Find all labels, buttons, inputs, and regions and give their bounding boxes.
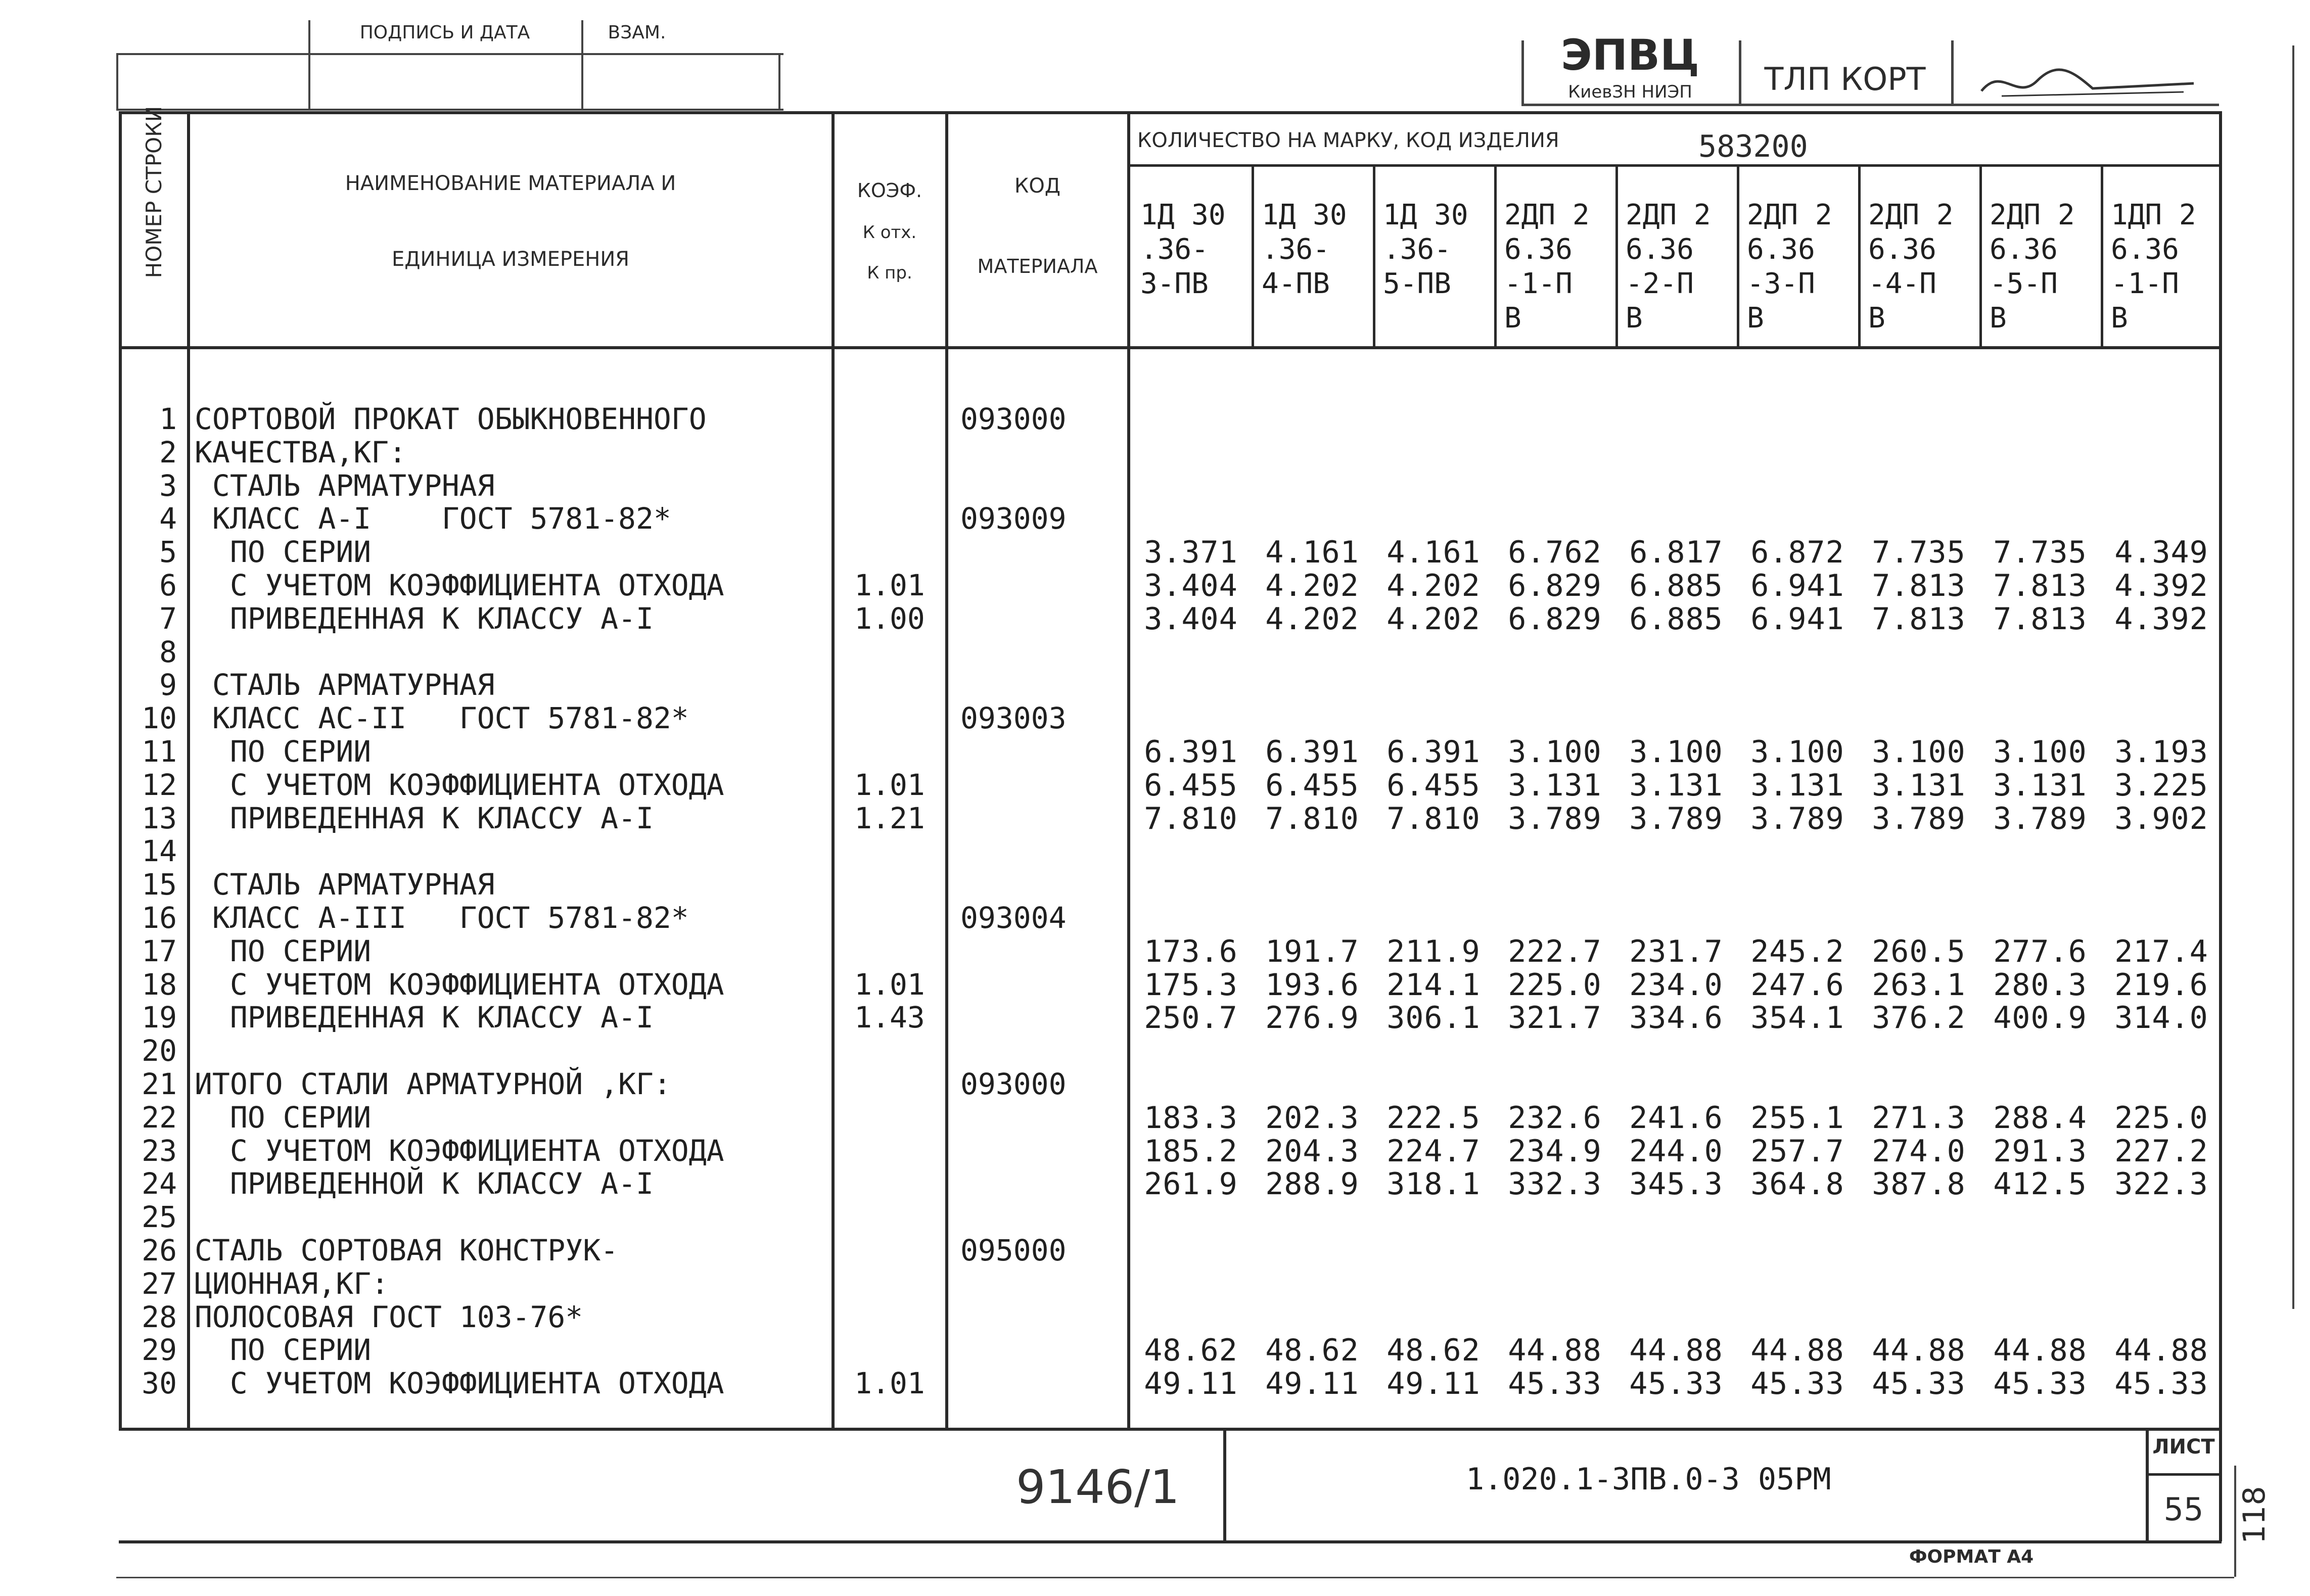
quantity-value: 6.885 [1629,601,1723,637]
row-number: 5 [159,535,177,570]
quantity-value: 261.9 [1144,1166,1238,1202]
row-number: 24 [142,1166,177,1201]
quantity-value: 6.391 [1387,734,1481,770]
stamp-divider-1 [308,20,310,109]
org-stamp-div-2 [1951,40,1954,106]
material-name: ИТОГО СТАЛИ АРМАТУРНОЙ ,КГ: [195,1067,671,1101]
quantity-value: 3.100 [1629,734,1723,770]
material-code: 093004 [960,901,1067,935]
quantity-value: 7.810 [1387,801,1481,836]
quantity-value: 6.817 [1629,535,1723,571]
quantity-value: 3.193 [2114,734,2208,770]
code-header-1: КОД [1014,174,1061,198]
row-number: 25 [142,1200,177,1235]
quantity-value: 222.7 [1508,933,1602,969]
row-number: 3 [159,468,177,503]
row-number: 11 [142,734,177,769]
material-name: С УЧЕТОМ КОЭФФИЦИЕНТА ОТХОДА [195,1366,724,1401]
row-number: 13 [142,801,177,835]
row-number: 14 [142,834,177,869]
quantity-value: 3.131 [1629,767,1723,803]
quantity-value: 334.6 [1629,1000,1723,1036]
quantity-value: 288.9 [1265,1166,1359,1202]
quantity-value: 4.349 [2114,535,2208,571]
quantity-value: 276.9 [1265,1000,1359,1036]
qty-col-header-line: -2-П [1626,267,1694,300]
quantity-value: 6.455 [1265,767,1359,803]
quantity-value: 3.789 [1993,801,2087,836]
org-stamp-left [1521,40,1524,106]
row-number: 12 [142,767,177,802]
qty-col-header-line: 6.36 [2111,233,2179,266]
qty-col-header-line: -1-П [2111,267,2179,300]
stamp-top-line [116,53,783,55]
material-code: 093000 [960,1067,1067,1101]
quantity-value: 3.902 [2114,801,2208,836]
sheet-number: 55 [2163,1491,2204,1528]
quantity-value: 354.1 [1750,1000,1844,1036]
qty-col-header-line: В [1747,302,1764,335]
quantity-value: 277.6 [1993,933,2087,969]
org-sub: КиевЗН НИЭП [1568,82,1692,102]
coefficient: 1.01 [854,967,925,1002]
quantity-value: 3.789 [1508,801,1602,836]
material-code: 093009 [960,501,1067,536]
quantity-value: 45.33 [1750,1366,1844,1402]
material-name: ПО СЕРИИ [195,734,372,769]
material-name: ПОЛОСОВАЯ ГОСТ 103-76* [195,1299,583,1334]
coef-header-1: КОЭФ. [857,179,922,202]
vzam-label: ВЗАМ. [608,22,666,43]
quantity-value: 185.2 [1144,1133,1238,1169]
quantity-value: 175.3 [1144,967,1238,1003]
qty-col-header-line: 1ДП 2 [2111,199,2196,231]
material-name: С УЧЕТОМ КОЭФФИЦИЕНТА ОТХОДА [195,767,724,802]
quantity-value: 45.33 [1993,1366,2087,1402]
quantity-value: 364.8 [1750,1166,1844,1202]
right-edge-line [2292,45,2294,1309]
signature-date-label: ПОДПИСЬ И ДАТА [359,22,530,43]
quantity-value: 202.3 [1265,1100,1359,1136]
quantity-value: 3.100 [1508,734,1602,770]
qty-col-header-line: .36- [1383,233,1451,266]
quantity-value: 3.100 [1750,734,1844,770]
material-name: КАЧЕСТВА,КГ: [195,435,407,470]
quantity-value: 345.3 [1629,1166,1723,1202]
document-code: 1.020.1-3ПВ.0-3 05РМ [1466,1462,1831,1497]
row-number: 30 [142,1366,177,1401]
qty-col-header-line: 6.36 [1990,233,2058,266]
quantity-value: 318.1 [1387,1166,1481,1202]
quantity-value: 224.7 [1387,1133,1481,1169]
qty-col-separator [1979,167,1982,349]
coefficient: 1.43 [854,1000,925,1035]
material-name: ПРИВЕДЕННАЯ К КЛАССУ А-I [195,601,654,636]
quantity-value: 3.225 [2114,767,2208,803]
inventory-number: 9146/1 [1016,1460,1180,1514]
qty-col-header-line: 6.36 [1626,233,1694,266]
quantity-value: 321.7 [1508,1000,1602,1036]
quantity-value: 191.7 [1265,933,1359,969]
qty-col-header-line: 2ДП 2 [1990,199,2075,231]
quantity-value: 49.11 [1144,1366,1238,1402]
row-number: 7 [159,601,177,636]
quantity-value: 204.3 [1265,1133,1359,1169]
quantity-value: 288.4 [1993,1100,2087,1136]
qty-col-separator [1373,167,1375,349]
material-name: СТАЛЬ АРМАТУРНАЯ [195,867,495,902]
quantity-value: 214.1 [1387,967,1481,1003]
material-name: КЛАСС А-I ГОСТ 5781-82* [195,501,671,536]
col-sep-rownum [187,111,190,1430]
quantity-value: 3.131 [1750,767,1844,803]
qty-col-header-line: .36- [1140,233,1209,266]
coefficient: 1.01 [854,767,925,802]
quantity-value: 44.88 [1629,1333,1723,1369]
material-name: ПРИВЕДЕННАЯ К КЛАССУ А-I [195,1000,654,1035]
quantity-value: 257.7 [1750,1133,1844,1169]
qty-col-header-line: 4-ПВ [1262,267,1330,300]
quantity-value: 44.88 [1750,1333,1844,1369]
quantity-value: 7.813 [1872,568,1966,603]
sheet-label-line [2146,1473,2222,1476]
header-bottom-line [119,346,2222,349]
quantity-value: 48.62 [1144,1333,1238,1369]
qty-col-header-line: 1Д 30 [1262,199,1347,231]
quantity-value: 234.0 [1629,967,1723,1003]
qty-col-separator [1252,167,1254,349]
row-number: 4 [159,501,177,536]
table-top-line [119,111,2222,114]
row-number: 15 [142,867,177,902]
quantity-value: 231.7 [1629,933,1723,969]
quantity-value: 3.131 [1993,767,2087,803]
row-number-header: НОМЕР СТРОКИ [142,106,166,278]
material-name: ЦИОННАЯ,КГ: [195,1266,389,1301]
quantity-value: 245.2 [1750,933,1844,969]
row-number: 29 [142,1333,177,1368]
quantity-value: 3.131 [1872,767,1966,803]
quantity-value: 45.33 [1508,1366,1602,1402]
bottom-edge-line [116,1577,2234,1578]
quantity-value: 6.391 [1144,734,1238,770]
code-header-2: МАТЕРИАЛА [977,255,1098,277]
material-name: КЛАСС А-III ГОСТ 5781-82* [195,901,689,935]
quantity-value: 6.455 [1144,767,1238,803]
coefficient: 1.21 [854,801,925,835]
material-name: ПО СЕРИИ [195,1100,372,1135]
quantity-value: 222.5 [1387,1100,1481,1136]
quantity-value: 3.131 [1508,767,1602,803]
quantity-value: 45.33 [1629,1366,1723,1402]
quantity-value: 7.813 [1993,601,2087,637]
material-name: КЛАСС АС-II ГОСТ 5781-82* [195,701,689,736]
org-stamp-div-1 [1739,40,1741,106]
row-number: 22 [142,1100,177,1135]
qty-col-header-line: 2ДП 2 [1868,199,1954,231]
quantity-value: 255.1 [1750,1100,1844,1136]
quantity-value: 6.829 [1508,601,1602,637]
qty-col-header-line: 1Д 30 [1383,199,1468,231]
material-name: СТАЛЬ АРМАТУРНАЯ [195,468,495,503]
row-number: 28 [142,1299,177,1334]
qty-col-header-line: 2ДП 2 [1626,199,1711,231]
material-name: ПО СЕРИИ [195,1333,372,1368]
material-name: ПРИВЕДЕННОЙ К КЛАССУ А-I [195,1166,654,1201]
org-code: ЭПВЦ [1561,30,1699,80]
stamp-left-line [116,53,118,109]
material-name: ПО СЕРИИ [195,933,372,968]
quantity-value: 3.404 [1144,601,1238,637]
format-label: ФОРМАТ А4 [1909,1546,2034,1567]
quantity-value: 4.202 [1387,568,1481,603]
stamp-divider-2 [581,20,583,109]
side-mark-border [2234,1466,2236,1577]
row-number: 26 [142,1233,177,1268]
quantity-value: 4.161 [1387,535,1481,571]
row-number: 16 [142,901,177,935]
row-number: 21 [142,1067,177,1101]
table-bottom-line [119,1428,2222,1431]
stamp-right-line [778,53,780,109]
quantity-value: 4.202 [1265,568,1359,603]
qty-col-separator [1615,167,1618,349]
signature-icon [1971,61,2204,106]
quantity-value: 225.0 [2114,1100,2208,1136]
qty-col-separator [2101,167,2103,349]
qty-header-line [1127,164,2222,167]
qty-col-header-line: В [1868,302,1885,335]
qty-col-header-line: -5-П [1990,267,2058,300]
dept-label: ТЛП КОРТ [1764,61,1926,98]
quantity-value: 306.1 [1387,1000,1481,1036]
qty-header-label: КОЛИЧЕСТВО НА МАРКУ, КОД ИЗДЕЛИЯ [1137,129,1559,152]
qty-col-header-line: 6.36 [1504,233,1573,266]
quantity-value: 232.6 [1508,1100,1602,1136]
quantity-value: 387.8 [1872,1166,1966,1202]
qty-col-header-line: В [1504,302,1521,335]
quantity-value: 48.62 [1387,1333,1481,1369]
qty-col-header-line: В [1990,302,2007,335]
quantity-value: 49.11 [1387,1366,1481,1402]
qty-col-header-line: 6.36 [1747,233,1815,266]
quantity-value: 44.88 [1872,1333,1966,1369]
quantity-value: 4.202 [1265,601,1359,637]
quantity-value: 280.3 [1993,967,2087,1003]
quantity-value: 7.810 [1265,801,1359,836]
quantity-value: 7.813 [1872,601,1966,637]
material-code: 093003 [960,701,1067,736]
side-mark: 118 [2237,1486,2272,1544]
quantity-value: 250.7 [1144,1000,1238,1036]
qty-col-header-line: В [2111,302,2128,335]
qty-col-header-line: -4-П [1868,267,1936,300]
quantity-value: 400.9 [1993,1000,2087,1036]
quantity-value: 3.100 [1993,734,2087,770]
material-name: С УЧЕТОМ КОЭФФИЦИЕНТА ОТХОДА [195,1133,724,1168]
quantity-value: 211.9 [1387,933,1481,969]
qty-col-header-line: .36- [1262,233,1330,266]
qty-col-header-line: 2ДП 2 [1504,199,1590,231]
quantity-value: 6.762 [1508,535,1602,571]
footer-bottom-line [119,1540,2222,1543]
quantity-value: 3.404 [1144,568,1238,603]
quantity-value: 4.392 [2114,568,2208,603]
quantity-value: 274.0 [1872,1133,1966,1169]
quantity-value: 332.3 [1508,1166,1602,1202]
material-name: ПО СЕРИИ [195,535,372,570]
col-sep-coef [945,111,948,1430]
quantity-value: 44.88 [1508,1333,1602,1369]
qty-col-header-line: 3-ПВ [1140,267,1209,300]
quantity-value: 6.941 [1750,568,1844,603]
stamp-bottom-line [116,109,783,111]
quantity-value: 193.6 [1265,967,1359,1003]
quantity-value: 263.1 [1872,967,1966,1003]
row-number: 9 [159,668,177,702]
quantity-value: 45.33 [2114,1366,2208,1402]
coefficient: 1.01 [854,568,925,602]
quantity-value: 6.829 [1508,568,1602,603]
qty-col-separator [1494,167,1497,349]
quantity-value: 7.735 [1993,535,2087,571]
qty-col-header-line: 1Д 30 [1140,199,1226,231]
material-name: С УЧЕТОМ КОЭФФИЦИЕНТА ОТХОДА [195,967,724,1002]
coef-header-3: К пр. [867,263,912,283]
quantity-value: 4.202 [1387,601,1481,637]
qty-col-header-line: 2ДП 2 [1747,199,1832,231]
quantity-value: 322.3 [2114,1166,2208,1202]
quantity-value: 217.4 [2114,933,2208,969]
quantity-value: 3.789 [1872,801,1966,836]
quantity-value: 260.5 [1872,933,1966,969]
row-number: 1 [159,402,177,436]
row-number: 18 [142,967,177,1002]
quantity-value: 376.2 [1872,1000,1966,1036]
quantity-value: 227.2 [2114,1133,2208,1169]
qty-col-header-line: -1-П [1504,267,1573,300]
qty-col-separator [1858,167,1861,349]
quantity-value: 3.789 [1629,801,1723,836]
quantity-value: 7.813 [1993,568,2087,603]
quantity-value: 247.6 [1750,967,1844,1003]
row-number: 10 [142,701,177,736]
quantity-value: 219.6 [2114,967,2208,1003]
quantity-value: 173.6 [1144,933,1238,969]
quantity-value: 412.5 [1993,1166,2087,1202]
quantity-value: 314.0 [2114,1000,2208,1036]
qty-col-header-line: 6.36 [1868,233,1936,266]
material-name-header-1: НАИМЕНОВАНИЕ МАТЕРИАЛА И [345,172,676,195]
quantity-value: 271.3 [1872,1100,1966,1136]
material-code: 093000 [960,402,1067,436]
coef-header-2: К отх. [862,222,917,243]
material-code: 095000 [960,1233,1067,1268]
quantity-value: 4.161 [1265,535,1359,571]
quantity-value: 6.872 [1750,535,1844,571]
quantity-value: 44.88 [2114,1333,2208,1369]
table-left-border [119,111,122,1430]
quantity-value: 7.735 [1872,535,1966,571]
quantity-value: 6.455 [1387,767,1481,803]
product-code: 583200 [1698,129,1808,164]
coefficient: 1.00 [854,601,925,636]
quantity-value: 6.391 [1265,734,1359,770]
qty-col-separator [1737,167,1739,349]
quantity-value: 7.810 [1144,801,1238,836]
quantity-value: 49.11 [1265,1366,1359,1402]
row-number: 27 [142,1266,177,1301]
quantity-value: 45.33 [1872,1366,1966,1402]
row-number: 2 [159,435,177,470]
quantity-value: 225.0 [1508,967,1602,1003]
footer-sep-1 [1223,1428,1226,1541]
material-name: СТАЛЬ АРМАТУРНАЯ [195,668,495,702]
row-number: 8 [159,634,177,669]
quantity-value: 244.0 [1629,1133,1723,1169]
quantity-value: 291.3 [1993,1133,2087,1169]
row-number: 23 [142,1133,177,1168]
quantity-value: 183.3 [1144,1100,1238,1136]
quantity-value: 3.100 [1872,734,1966,770]
quantity-value: 234.9 [1508,1133,1602,1169]
coefficient: 1.01 [854,1366,925,1401]
material-name: СОРТОВОЙ ПРОКАТ ОБЫКНОВЕННОГО [195,402,707,436]
material-name: С УЧЕТОМ КОЭФФИЦИЕНТА ОТХОДА [195,568,724,602]
material-name: ПРИВЕДЕННАЯ К КЛАССУ А-I [195,801,654,835]
quantity-value: 6.885 [1629,568,1723,603]
material-name: СТАЛЬ СОРТОВАЯ КОНСТРУК- [195,1233,619,1268]
sheet-label: ЛИСТ [2152,1435,2215,1459]
col-sep-name [831,111,835,1430]
row-number: 17 [142,933,177,968]
row-number: 20 [142,1034,177,1068]
quantity-value: 3.371 [1144,535,1238,571]
quantity-value: 44.88 [1993,1333,2087,1369]
qty-col-header-line: В [1626,302,1643,335]
qty-col-header-line: 5-ПВ [1383,267,1451,300]
quantity-value: 48.62 [1265,1333,1359,1369]
quantity-value: 3.789 [1750,801,1844,836]
row-number: 19 [142,1000,177,1035]
qty-col-header-line: -3-П [1747,267,1815,300]
material-name-header-2: ЕДИНИЦА ИЗМЕРЕНИЯ [391,248,630,271]
quantity-value: 241.6 [1629,1100,1723,1136]
quantity-value: 6.941 [1750,601,1844,637]
quantity-value: 4.392 [2114,601,2208,637]
row-number: 6 [159,568,177,602]
